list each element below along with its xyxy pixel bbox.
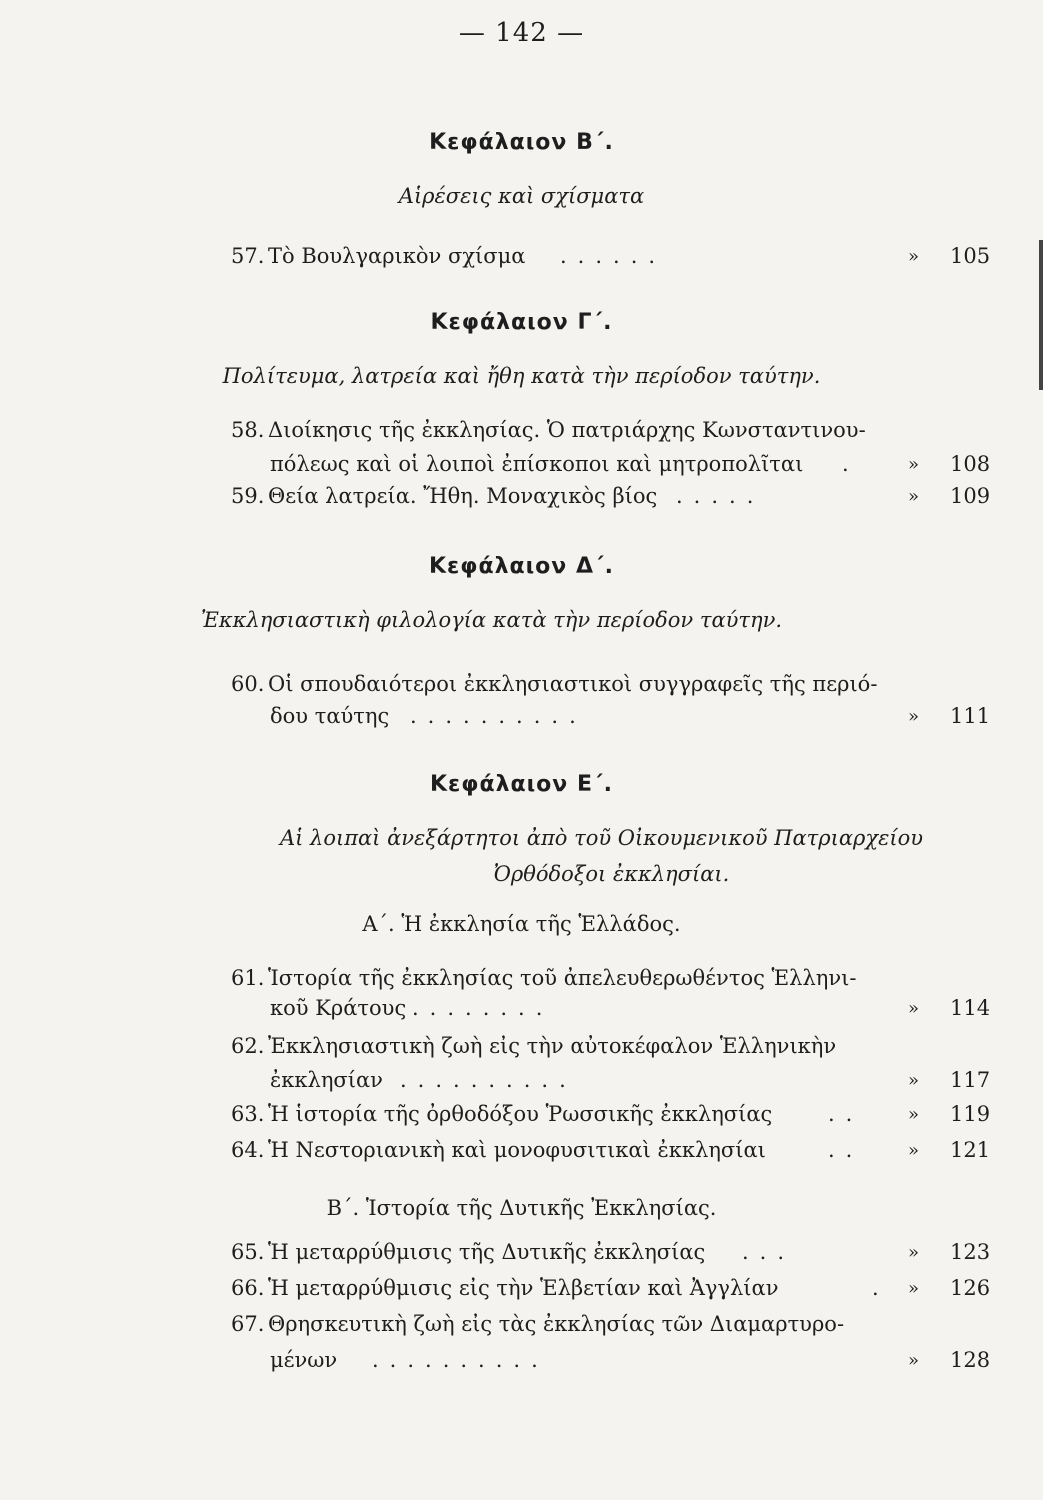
dot-leader: .......... (372, 1348, 549, 1372)
entry-page: 117 (950, 1068, 991, 1092)
ditto-mark: » (908, 1242, 920, 1263)
ditto-mark: » (908, 1350, 920, 1371)
entry-title: Διοίκησις τῆς ἐκκλησίας. Ὁ πατριάρχης Κωνσταντινου- (268, 418, 866, 442)
entry-title: Ἱστορία τῆς ἐκκλησίας τοῦ ἀπελευθερωθέντος Ἑλληνι- (268, 966, 857, 990)
entry-number: 61. (231, 966, 265, 990)
page-edge-shadow (1039, 240, 1043, 390)
chapter-heading-e: Κεφάλαιον Ε΄. (429, 772, 614, 797)
entry-title: Τὸ Βουλγαρικὸν σχίσμα (268, 244, 526, 268)
entry-page: 119 (950, 1102, 991, 1126)
entry-number: 59. (231, 484, 265, 508)
ditto-mark: » (908, 246, 920, 267)
entry-number: 60. (231, 672, 265, 696)
entry-number: 58. (231, 418, 265, 442)
entry-page: 121 (950, 1138, 991, 1162)
dot-leader: .......... (400, 1068, 577, 1092)
chapter-heading-d: Κεφάλαιον Δ΄. (428, 554, 615, 579)
chapter-subtitle-e-line2: Ὀρθόδοξοι ἐκκλησίαι. (493, 862, 730, 886)
entry-number: 57. (231, 244, 265, 268)
entry-page: 111 (950, 704, 991, 728)
chapter-heading-b: Κεφάλαιον Β΄. (429, 130, 614, 155)
entry-title-cont: μένων (270, 1348, 338, 1372)
entry-page: 128 (950, 1348, 991, 1372)
entry-page: 126 (950, 1276, 991, 1300)
entry-title: Θρησκευτικὴ ζωὴ εἰς τὰς ἐκκλησίας τῶν Διαμαρτυρο- (268, 1312, 845, 1336)
entry-title-cont: δου ταύτης (270, 704, 390, 728)
entry-number: 65. (231, 1240, 265, 1264)
dot-leader: .. (828, 1138, 864, 1162)
entry-number: 66. (231, 1276, 265, 1300)
dot-leader: . (842, 452, 860, 476)
entry-title: Ἡ μεταρρύθμισις εἰς τὴν Ἑλβετίαν καὶ Ἀγγλίαν (268, 1276, 779, 1300)
section-heading-a: Α΄. Ἡ ἐκκλησία τῆς Ἑλλάδος. (362, 912, 681, 936)
dot-leader: .......... (410, 704, 587, 728)
entry-page: 105 (950, 244, 991, 268)
ditto-mark: » (908, 706, 920, 727)
entry-number: 64. (231, 1138, 265, 1162)
ditto-mark: » (908, 1278, 920, 1299)
dot-leader: ... (742, 1240, 796, 1264)
dot-leader: ...... (560, 244, 667, 268)
entry-title: Ἡ μεταρρύθμισις τῆς Δυτικῆς ἐκκλησίας (268, 1240, 706, 1264)
entry-number: 67. (231, 1312, 265, 1336)
entry-page: 123 (950, 1240, 991, 1264)
entry-title: Ἡ ἱστορία τῆς ὀρθοδόξου Ῥωσσικῆς ἐκκλησίας (268, 1102, 773, 1126)
entry-title-cont: κοῦ Κράτους (270, 996, 407, 1020)
ditto-mark: » (908, 1140, 920, 1161)
page-number: — 142 — (458, 18, 585, 48)
entry-page: 109 (950, 484, 991, 508)
chapter-subtitle-b: Αἱρέσεις καὶ σχίσματα (398, 184, 645, 208)
dot-leader: . (872, 1276, 890, 1300)
chapter-heading-g: Κεφάλαιον Γ΄. (430, 310, 613, 335)
entry-title: Ἐκκλησιαστικὴ ζωὴ εἰς τὴν αὐτοκέφαλον Ἑλληνικὴν (268, 1034, 837, 1058)
entry-page: 114 (950, 996, 991, 1020)
ditto-mark: » (908, 1104, 920, 1125)
entry-title-cont: ἐκκλησίαν (270, 1068, 383, 1092)
entry-title: Οἱ σπουδαιότεροι ἐκκλησιαστικοὶ συγγραφεῖς τῆς περιό- (268, 672, 878, 696)
entry-page: 108 (950, 452, 991, 476)
ditto-mark: » (908, 454, 920, 475)
entry-number: 62. (231, 1034, 265, 1058)
ditto-mark: » (908, 998, 920, 1019)
section-heading-b: Β΄. Ἱστορία τῆς Δυτικῆς Ἐκκλησίας. (326, 1196, 717, 1220)
dot-leader: ........ (412, 996, 554, 1020)
chapter-subtitle-e-line1: Αἱ λοιπαὶ ἀνεξάρτητοι ἀπὸ τοῦ Οἰκουμενικοῦ Πατριαρχείου (279, 826, 924, 850)
chapter-subtitle-g: Πολίτευμα, λατρεία καὶ ἤθη κατὰ τὴν περίοδον ταύτην. (222, 364, 821, 388)
entry-title-cont: πόλεως καὶ οἱ λοιποὶ ἐπίσκοποι καὶ μητροπολῖται (270, 452, 804, 476)
entry-title: Ἡ Νεστοριανικὴ καὶ μονοφυσιτικαὶ ἐκκλησίαι (268, 1138, 766, 1162)
dot-leader: ..... (676, 484, 765, 508)
entry-title: Θεία λατρεία. Ἤθη. Μοναχικὸς βίος (268, 484, 658, 508)
dot-leader: .. (828, 1102, 864, 1126)
chapter-subtitle-d: Ἐκκλησιαστικὴ φιλολογία κατὰ τὴν περίοδον ταύτην. (200, 608, 783, 632)
ditto-mark: » (908, 486, 920, 507)
entry-number: 63. (231, 1102, 265, 1126)
ditto-mark: » (908, 1070, 920, 1091)
